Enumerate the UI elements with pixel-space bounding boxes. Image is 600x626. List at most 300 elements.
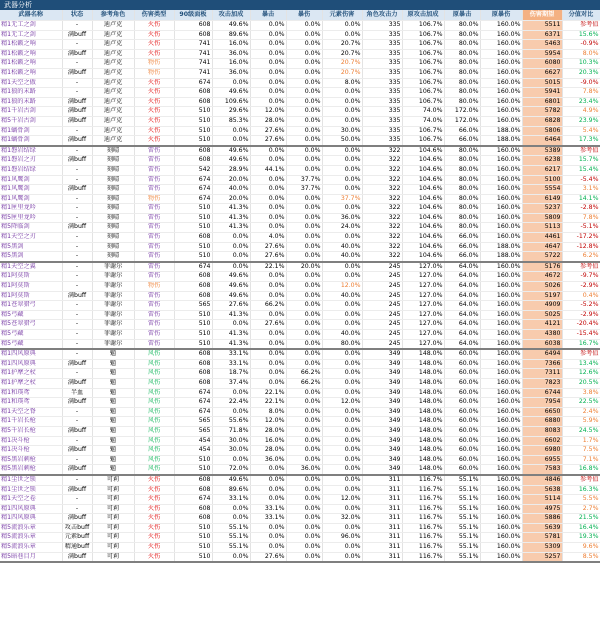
atk-bonus-cell[interactable]: 0.0% xyxy=(212,252,250,262)
crit-dmg-cell[interactable]: 37.7% xyxy=(286,175,322,185)
table-row[interactable] xyxy=(0,59,600,69)
buff-state-cell[interactable]: 满buff xyxy=(62,378,92,388)
buff-state-cell[interactable]: 满buff xyxy=(62,223,92,233)
atk-bonus-cell[interactable]: 0.0% xyxy=(212,388,250,398)
character-atk-cell[interactable]: 311 xyxy=(362,514,402,524)
damage-type-cell[interactable]: 火伤 xyxy=(134,116,174,126)
table-row[interactable] xyxy=(0,49,600,59)
original-atk-bonus-cell[interactable]: 104.6% xyxy=(402,175,444,185)
crit-dmg-cell[interactable]: 0.0% xyxy=(286,223,322,233)
crit-dmg-cell[interactable]: 0.0% xyxy=(286,417,322,427)
elemental-dmg-cell[interactable]: 0.0% xyxy=(322,465,362,475)
atk-bonus-cell[interactable]: 41.3% xyxy=(212,310,250,320)
col-header-damage-expectation[interactable]: 伤害期望 xyxy=(522,10,562,21)
original-crit-dmg-cell[interactable]: 160.0% xyxy=(480,30,522,40)
crit-dmg-cell[interactable]: 0.0% xyxy=(286,495,322,505)
crit-rate-cell[interactable]: 0.0% xyxy=(250,272,286,282)
original-crit-rate-cell[interactable]: 80.0% xyxy=(444,156,480,166)
damage-type-cell[interactable]: 雷伤 xyxy=(134,301,174,311)
weapon-name-cell[interactable]: 精1千岩长枪 xyxy=(0,417,62,427)
crit-rate-cell[interactable]: 0.0% xyxy=(250,68,286,78)
crit-rate-cell[interactable]: 0.0% xyxy=(250,533,286,543)
col-header[interactable]: 武器名称 xyxy=(0,10,62,21)
buff-state-cell[interactable]: - xyxy=(62,59,92,69)
weapon-name-cell[interactable]: 精1四风原典 xyxy=(0,359,62,369)
character-atk-cell[interactable]: 335 xyxy=(362,40,402,50)
weapon-name-cell[interactable]: 精5弓藏 xyxy=(0,310,62,320)
buff-state-cell[interactable]: - xyxy=(62,310,92,320)
table-row[interactable] xyxy=(0,146,600,156)
original-crit-dmg-cell[interactable]: 160.0% xyxy=(480,175,522,185)
character-cell[interactable]: 魈 xyxy=(92,436,134,446)
weapon-name-cell[interactable]: 精1狼的末路 xyxy=(0,88,62,98)
crit-dmg-cell[interactable]: 0.0% xyxy=(286,252,322,262)
table-row[interactable] xyxy=(0,485,600,495)
original-crit-rate-cell[interactable]: 60.0% xyxy=(444,436,480,446)
original-crit-rate-cell[interactable]: 80.0% xyxy=(444,175,480,185)
table-row[interactable] xyxy=(0,388,600,398)
buff-state-cell[interactable]: 满buff xyxy=(62,30,92,40)
damage-type-cell[interactable]: 火伤 xyxy=(134,523,174,533)
table-row[interactable] xyxy=(0,107,600,117)
crit-dmg-cell[interactable]: 0.0% xyxy=(286,330,322,340)
crit-dmg-cell[interactable]: 0.0% xyxy=(286,21,322,31)
base-atk-cell[interactable]: 674 xyxy=(174,407,212,417)
base-atk-cell[interactable]: 510 xyxy=(174,223,212,233)
col-header[interactable]: 角色攻击力 xyxy=(362,10,402,21)
crit-dmg-cell[interactable]: 20.0% xyxy=(286,262,322,272)
damage-expectation-cell[interactable]: 7954 xyxy=(522,398,562,408)
weapon-name-cell[interactable]: 精1四风原典 xyxy=(0,504,62,514)
original-atk-bonus-cell[interactable]: 127.0% xyxy=(402,262,444,272)
damage-type-cell[interactable]: 雷伤 xyxy=(134,146,174,156)
character-atk-cell[interactable]: 335 xyxy=(362,107,402,117)
damage-expectation-cell[interactable]: 5809 xyxy=(522,213,562,223)
buff-state-cell[interactable]: - xyxy=(62,233,92,243)
table-row[interactable] xyxy=(0,504,600,514)
score-compare-cell[interactable]: 15.6% xyxy=(562,30,600,40)
character-cell[interactable]: 可莉 xyxy=(92,485,134,495)
weapon-name-cell[interactable]: 精1天空之翼 xyxy=(0,262,62,272)
table-row[interactable] xyxy=(0,116,600,126)
damage-type-cell[interactable]: 风伤 xyxy=(134,426,174,436)
original-crit-rate-cell[interactable]: 60.0% xyxy=(444,378,480,388)
score-compare-cell[interactable]: 2.7% xyxy=(562,504,600,514)
original-atk-bonus-cell[interactable]: 116.7% xyxy=(402,495,444,505)
damage-expectation-cell[interactable]: 5781 xyxy=(522,533,562,543)
table-row[interactable] xyxy=(0,242,600,252)
atk-bonus-cell[interactable]: 55.1% xyxy=(212,533,250,543)
base-atk-cell[interactable]: 510 xyxy=(174,533,212,543)
weapon-name-cell[interactable]: 精5千岩长枪 xyxy=(0,426,62,436)
crit-rate-cell[interactable]: 0.0% xyxy=(250,223,286,233)
crit-rate-cell[interactable]: 27.6% xyxy=(250,252,286,262)
crit-rate-cell[interactable]: 0.0% xyxy=(250,88,286,98)
score-compare-cell[interactable]: 5.9% xyxy=(562,417,600,427)
base-atk-cell[interactable]: 510 xyxy=(174,330,212,340)
damage-type-cell[interactable]: 火伤 xyxy=(134,533,174,543)
original-crit-rate-cell[interactable]: 66.0% xyxy=(444,242,480,252)
base-atk-cell[interactable]: 510 xyxy=(174,136,212,146)
base-atk-cell[interactable]: 510 xyxy=(174,465,212,475)
original-crit-dmg-cell[interactable]: 160.0% xyxy=(480,495,522,505)
buff-state-cell[interactable]: - xyxy=(62,40,92,50)
crit-dmg-cell[interactable]: 0.0% xyxy=(286,282,322,292)
character-atk-cell[interactable]: 335 xyxy=(362,126,402,136)
damage-expectation-cell[interactable]: 5886 xyxy=(522,514,562,524)
weapon-name-cell[interactable]: 精1决斗枪 xyxy=(0,446,62,456)
atk-bonus-cell[interactable]: 30.0% xyxy=(212,436,250,446)
buff-state-cell[interactable]: - xyxy=(62,272,92,282)
damage-expectation-cell[interactable]: 4647 xyxy=(522,242,562,252)
crit-dmg-cell[interactable]: 0.0% xyxy=(286,40,322,50)
damage-expectation-cell[interactable]: 5554 xyxy=(522,185,562,195)
buff-state-cell[interactable]: - xyxy=(62,320,92,330)
atk-bonus-cell[interactable]: 49.6% xyxy=(212,475,250,485)
original-crit-rate-cell[interactable]: 64.0% xyxy=(444,320,480,330)
weapon-name-cell[interactable]: 精1磐岩结绿 xyxy=(0,146,62,156)
weapon-name-cell[interactable]: 精1四风原典 xyxy=(0,349,62,359)
character-cell[interactable]: 刻晴 xyxy=(92,213,134,223)
score-compare-cell[interactable]: 19.3% xyxy=(562,533,600,543)
original-crit-rate-cell[interactable]: 64.0% xyxy=(444,262,480,272)
base-atk-cell[interactable]: 565 xyxy=(174,426,212,436)
crit-rate-cell[interactable]: 0.0% xyxy=(250,339,286,349)
base-atk-cell[interactable]: 741 xyxy=(174,49,212,59)
score-compare-cell[interactable]: 12.6% xyxy=(562,369,600,379)
crit-rate-cell[interactable]: 0.0% xyxy=(250,49,286,59)
character-atk-cell[interactable]: 311 xyxy=(362,543,402,553)
character-atk-cell[interactable]: 311 xyxy=(362,495,402,505)
crit-rate-cell[interactable]: 0.0% xyxy=(250,369,286,379)
score-compare-cell[interactable]: 7.8% xyxy=(562,88,600,98)
character-cell[interactable]: 菲谢尔 xyxy=(92,301,134,311)
crit-dmg-cell[interactable]: 66.2% xyxy=(286,369,322,379)
score-compare-cell[interactable]: -17.2% xyxy=(562,233,600,243)
damage-type-cell[interactable]: 雷伤 xyxy=(134,204,174,214)
crit-rate-cell[interactable]: 33.1% xyxy=(250,504,286,514)
damage-type-cell[interactable]: 风伤 xyxy=(134,407,174,417)
original-atk-bonus-cell[interactable]: 127.0% xyxy=(402,272,444,282)
crit-dmg-cell[interactable]: 0.0% xyxy=(286,107,322,117)
elemental-dmg-cell[interactable]: 0.0% xyxy=(322,426,362,436)
base-atk-cell[interactable]: 510 xyxy=(174,204,212,214)
crit-rate-cell[interactable]: 0.0% xyxy=(250,291,286,301)
base-atk-cell[interactable]: 565 xyxy=(174,417,212,427)
damage-type-cell[interactable]: 雷伤 xyxy=(134,320,174,330)
base-atk-cell[interactable]: 510 xyxy=(174,455,212,465)
weapon-name-cell[interactable]: 精1护摩之杖 xyxy=(0,378,62,388)
damage-type-cell[interactable]: 火伤 xyxy=(134,107,174,117)
original-crit-dmg-cell[interactable]: 160.0% xyxy=(480,475,522,485)
score-compare-cell[interactable]: 参考值 xyxy=(562,475,600,485)
base-atk-cell[interactable]: 674 xyxy=(174,78,212,88)
atk-bonus-cell[interactable]: 0.0% xyxy=(212,455,250,465)
original-atk-bonus-cell[interactable]: 127.0% xyxy=(402,330,444,340)
crit-rate-cell[interactable]: 0.0% xyxy=(250,30,286,40)
elemental-dmg-cell[interactable]: 20.7% xyxy=(322,68,362,78)
buff-state-cell[interactable]: - xyxy=(62,194,92,204)
damage-expectation-cell[interactable]: 5806 xyxy=(522,126,562,136)
character-atk-cell[interactable]: 349 xyxy=(362,417,402,427)
original-atk-bonus-cell[interactable]: 116.7% xyxy=(402,552,444,562)
original-crit-dmg-cell[interactable]: 160.0% xyxy=(480,146,522,156)
table-row[interactable] xyxy=(0,213,600,223)
original-crit-dmg-cell[interactable]: 160.0% xyxy=(480,185,522,195)
damage-type-cell[interactable]: 雷伤 xyxy=(134,291,174,301)
weapon-name-cell[interactable]: 精1阿莫斯 xyxy=(0,272,62,282)
table-row[interactable] xyxy=(0,552,600,562)
original-crit-rate-cell[interactable]: 55.1% xyxy=(444,485,480,495)
atk-bonus-cell[interactable]: 49.6% xyxy=(212,282,250,292)
buff-state-cell[interactable]: - xyxy=(62,417,92,427)
damage-expectation-cell[interactable]: 7366 xyxy=(522,359,562,369)
elemental-dmg-cell[interactable]: 0.0% xyxy=(322,320,362,330)
damage-expectation-cell[interactable]: 6980 xyxy=(522,446,562,456)
damage-expectation-cell[interactable]: 6880 xyxy=(522,417,562,427)
crit-rate-cell[interactable]: 33.1% xyxy=(250,514,286,524)
character-cell[interactable]: 菲谢尔 xyxy=(92,282,134,292)
table-row[interactable] xyxy=(0,204,600,214)
damage-expectation-cell[interactable]: 6494 xyxy=(522,349,562,359)
elemental-dmg-cell[interactable]: 24.0% xyxy=(322,223,362,233)
original-crit-dmg-cell[interactable]: 160.0% xyxy=(480,301,522,311)
original-atk-bonus-cell[interactable]: 127.0% xyxy=(402,320,444,330)
score-compare-cell[interactable]: 14.1% xyxy=(562,194,600,204)
original-crit-rate-cell[interactable]: 55.1% xyxy=(444,514,480,524)
buff-state-cell[interactable]: 满buff xyxy=(62,359,92,369)
atk-bonus-cell[interactable]: 0.0% xyxy=(212,126,250,136)
original-crit-rate-cell[interactable]: 80.0% xyxy=(444,97,480,107)
crit-dmg-cell[interactable]: 0.0% xyxy=(286,455,322,465)
original-crit-dmg-cell[interactable]: 160.0% xyxy=(480,455,522,465)
character-atk-cell[interactable]: 335 xyxy=(362,68,402,78)
crit-rate-cell[interactable]: 0.0% xyxy=(250,475,286,485)
character-atk-cell[interactable]: 335 xyxy=(362,59,402,69)
original-atk-bonus-cell[interactable]: 148.0% xyxy=(402,369,444,379)
original-crit-rate-cell[interactable]: 60.0% xyxy=(444,398,480,408)
buff-state-cell[interactable]: - xyxy=(62,495,92,505)
character-cell[interactable]: 菲谢尔 xyxy=(92,320,134,330)
base-atk-cell[interactable]: 608 xyxy=(174,504,212,514)
character-atk-cell[interactable]: 322 xyxy=(362,185,402,195)
damage-type-cell[interactable]: 雷伤 xyxy=(134,185,174,195)
atk-bonus-cell[interactable]: 20.0% xyxy=(212,194,250,204)
damage-expectation-cell[interactable]: 6828 xyxy=(522,116,562,126)
score-compare-cell[interactable]: 0.4% xyxy=(562,291,600,301)
original-atk-bonus-cell[interactable]: 127.0% xyxy=(402,310,444,320)
atk-bonus-cell[interactable]: 72.0% xyxy=(212,465,250,475)
original-atk-bonus-cell[interactable]: 106.7% xyxy=(402,40,444,50)
weapon-name-cell[interactable]: 精1尘世之锁 xyxy=(0,485,62,495)
original-crit-dmg-cell[interactable]: 160.0% xyxy=(480,446,522,456)
damage-type-cell[interactable]: 雷伤 xyxy=(134,310,174,320)
character-cell[interactable]: 刻晴 xyxy=(92,194,134,204)
original-crit-dmg-cell[interactable]: 160.0% xyxy=(480,88,522,98)
atk-bonus-cell[interactable]: 36.0% xyxy=(212,68,250,78)
base-atk-cell[interactable]: 565 xyxy=(174,301,212,311)
crit-rate-cell[interactable]: 27.6% xyxy=(250,320,286,330)
base-atk-cell[interactable]: 674 xyxy=(174,185,212,195)
crit-rate-cell[interactable]: 27.6% xyxy=(250,136,286,146)
original-crit-rate-cell[interactable]: 64.0% xyxy=(444,291,480,301)
damage-type-cell[interactable]: 雷伤 xyxy=(134,175,174,185)
original-crit-rate-cell[interactable]: 55.1% xyxy=(444,523,480,533)
character-atk-cell[interactable]: 349 xyxy=(362,398,402,408)
atk-bonus-cell[interactable]: 20.0% xyxy=(212,175,250,185)
damage-expectation-cell[interactable]: 7583 xyxy=(522,465,562,475)
table-row[interactable] xyxy=(0,378,600,388)
damage-expectation-cell[interactable]: 8083 xyxy=(522,426,562,436)
crit-dmg-cell[interactable]: 0.0% xyxy=(286,514,322,524)
weapon-name-cell[interactable]: 精1千岩古剑 xyxy=(0,107,62,117)
character-cell[interactable]: 魈 xyxy=(92,446,134,456)
base-atk-cell[interactable]: 510 xyxy=(174,320,212,330)
weapon-name-cell[interactable]: 精5黑岩刺枪 xyxy=(0,465,62,475)
buff-state-cell[interactable]: - xyxy=(62,407,92,417)
atk-bonus-cell[interactable]: 0.0% xyxy=(212,320,250,330)
original-atk-bonus-cell[interactable]: 127.0% xyxy=(402,291,444,301)
table-row[interactable] xyxy=(0,310,600,320)
buff-state-cell[interactable]: - xyxy=(62,204,92,214)
buff-state-cell[interactable]: 半血 xyxy=(62,388,92,398)
crit-dmg-cell[interactable]: 0.0% xyxy=(286,398,322,408)
character-atk-cell[interactable]: 311 xyxy=(362,523,402,533)
crit-dmg-cell[interactable]: 0.0% xyxy=(286,523,322,533)
buff-state-cell[interactable]: 满buff xyxy=(62,97,92,107)
original-crit-dmg-cell[interactable]: 160.0% xyxy=(480,533,522,543)
score-compare-cell[interactable]: 参考值 xyxy=(562,349,600,359)
base-atk-cell[interactable]: 608 xyxy=(174,485,212,495)
crit-rate-cell[interactable]: 0.0% xyxy=(250,194,286,204)
damage-expectation-cell[interactable]: 5176 xyxy=(522,262,562,272)
original-crit-rate-cell[interactable]: 80.0% xyxy=(444,40,480,50)
atk-bonus-cell[interactable]: 49.6% xyxy=(212,21,250,31)
weapon-name-cell[interactable]: 精1决斗枪 xyxy=(0,436,62,446)
character-atk-cell[interactable]: 322 xyxy=(362,252,402,262)
score-compare-cell[interactable]: 7.1% xyxy=(562,455,600,465)
weapon-name-cell[interactable]: 精1无工之剑 xyxy=(0,21,62,31)
crit-dmg-cell[interactable]: 0.0% xyxy=(286,272,322,282)
atk-bonus-cell[interactable]: 0.0% xyxy=(212,504,250,514)
original-crit-rate-cell[interactable]: 66.0% xyxy=(444,126,480,136)
original-atk-bonus-cell[interactable]: 74.0% xyxy=(402,116,444,126)
character-cell[interactable]: 刻晴 xyxy=(92,175,134,185)
character-atk-cell[interactable]: 335 xyxy=(362,78,402,88)
buff-state-cell[interactable]: 满buff xyxy=(62,485,92,495)
table-row[interactable] xyxy=(0,301,600,311)
character-atk-cell[interactable]: 311 xyxy=(362,552,402,562)
score-compare-cell[interactable]: 3.1% xyxy=(562,185,600,195)
buff-state-cell[interactable]: 攻击buff xyxy=(62,523,92,533)
score-compare-cell[interactable]: 24.5% xyxy=(562,426,600,436)
damage-expectation-cell[interactable]: 5782 xyxy=(522,107,562,117)
original-crit-dmg-cell[interactable]: 160.0% xyxy=(480,339,522,349)
damage-expectation-cell[interactable]: 6371 xyxy=(522,30,562,40)
original-atk-bonus-cell[interactable]: 106.7% xyxy=(402,78,444,88)
damage-expectation-cell[interactable]: 4461 xyxy=(522,233,562,243)
weapon-name-cell[interactable]: 精5苍翠猎弓 xyxy=(0,320,62,330)
table-row[interactable] xyxy=(0,349,600,359)
weapon-name-cell[interactable]: 精5流浪乐章 xyxy=(0,523,62,533)
crit-rate-cell[interactable]: 22.1% xyxy=(250,398,286,408)
damage-type-cell[interactable]: 风伤 xyxy=(134,446,174,456)
damage-type-cell[interactable]: 火伤 xyxy=(134,126,174,136)
base-atk-cell[interactable]: 741 xyxy=(174,68,212,78)
base-atk-cell[interactable]: 510 xyxy=(174,523,212,533)
damage-expectation-cell[interactable]: 5463 xyxy=(522,40,562,50)
original-atk-bonus-cell[interactable]: 116.7% xyxy=(402,533,444,543)
original-crit-rate-cell[interactable]: 55.1% xyxy=(444,475,480,485)
damage-type-cell[interactable]: 火伤 xyxy=(134,543,174,553)
buff-state-cell[interactable]: - xyxy=(62,165,92,175)
damage-expectation-cell[interactable]: 6627 xyxy=(522,68,562,78)
original-crit-dmg-cell[interactable]: 160.0% xyxy=(480,359,522,369)
original-atk-bonus-cell[interactable]: 104.6% xyxy=(402,165,444,175)
weapon-name-cell[interactable]: 精5降临剑 xyxy=(0,223,62,233)
score-compare-cell[interactable]: 1.7% xyxy=(562,436,600,446)
score-compare-cell[interactable]: 22.5% xyxy=(562,398,600,408)
damage-type-cell[interactable]: 雷伤 xyxy=(134,242,174,252)
damage-type-cell[interactable]: 火伤 xyxy=(134,485,174,495)
elemental-dmg-cell[interactable]: 12.0% xyxy=(322,282,362,292)
character-atk-cell[interactable]: 349 xyxy=(362,455,402,465)
score-compare-cell[interactable]: 7.8% xyxy=(562,213,600,223)
character-cell[interactable]: 菲谢尔 xyxy=(92,272,134,282)
character-atk-cell[interactable]: 245 xyxy=(362,272,402,282)
crit-dmg-cell[interactable]: 0.0% xyxy=(286,136,322,146)
damage-type-cell[interactable]: 物伤 xyxy=(134,282,174,292)
damage-expectation-cell[interactable]: 5113 xyxy=(522,223,562,233)
character-atk-cell[interactable]: 349 xyxy=(362,407,402,417)
character-cell[interactable]: 迪卢克 xyxy=(92,49,134,59)
original-crit-rate-cell[interactable]: 80.0% xyxy=(444,146,480,156)
damage-expectation-cell[interactable]: 4909 xyxy=(522,301,562,311)
damage-expectation-cell[interactable]: 4380 xyxy=(522,330,562,340)
score-compare-cell[interactable]: 20.5% xyxy=(562,378,600,388)
table-row[interactable] xyxy=(0,514,600,524)
elemental-dmg-cell[interactable]: 0.0% xyxy=(322,407,362,417)
elemental-dmg-cell[interactable]: 0.0% xyxy=(322,504,362,514)
table-row[interactable] xyxy=(0,78,600,88)
weapon-name-cell[interactable]: 精1匣里龙吟 xyxy=(0,204,62,214)
table-row[interactable] xyxy=(0,156,600,166)
original-crit-dmg-cell[interactable]: 160.0% xyxy=(480,465,522,475)
buff-state-cell[interactable]: 元素buff xyxy=(62,533,92,543)
character-atk-cell[interactable]: 322 xyxy=(362,175,402,185)
atk-bonus-cell[interactable]: 0.0% xyxy=(212,233,250,243)
atk-bonus-cell[interactable]: 37.4% xyxy=(212,378,250,388)
original-atk-bonus-cell[interactable]: 106.7% xyxy=(402,126,444,136)
crit-rate-cell[interactable]: 0.0% xyxy=(250,185,286,195)
crit-dmg-cell[interactable]: 0.0% xyxy=(286,426,322,436)
original-atk-bonus-cell[interactable]: 104.6% xyxy=(402,242,444,252)
original-atk-bonus-cell[interactable]: 74.0% xyxy=(402,107,444,117)
original-crit-dmg-cell[interactable]: 160.0% xyxy=(480,485,522,495)
original-atk-bonus-cell[interactable]: 116.7% xyxy=(402,504,444,514)
crit-dmg-cell[interactable]: 66.2% xyxy=(286,378,322,388)
original-crit-dmg-cell[interactable]: 160.0% xyxy=(480,213,522,223)
damage-type-cell[interactable]: 物伤 xyxy=(134,194,174,204)
buff-state-cell[interactable]: - xyxy=(62,88,92,98)
base-atk-cell[interactable]: 608 xyxy=(174,291,212,301)
character-cell[interactable]: 迪卢克 xyxy=(92,21,134,31)
character-cell[interactable]: 魈 xyxy=(92,349,134,359)
table-row[interactable] xyxy=(0,97,600,107)
atk-bonus-cell[interactable]: 89.6% xyxy=(212,485,250,495)
original-crit-dmg-cell[interactable]: 160.0% xyxy=(480,223,522,233)
original-crit-dmg-cell[interactable]: 160.0% xyxy=(480,310,522,320)
